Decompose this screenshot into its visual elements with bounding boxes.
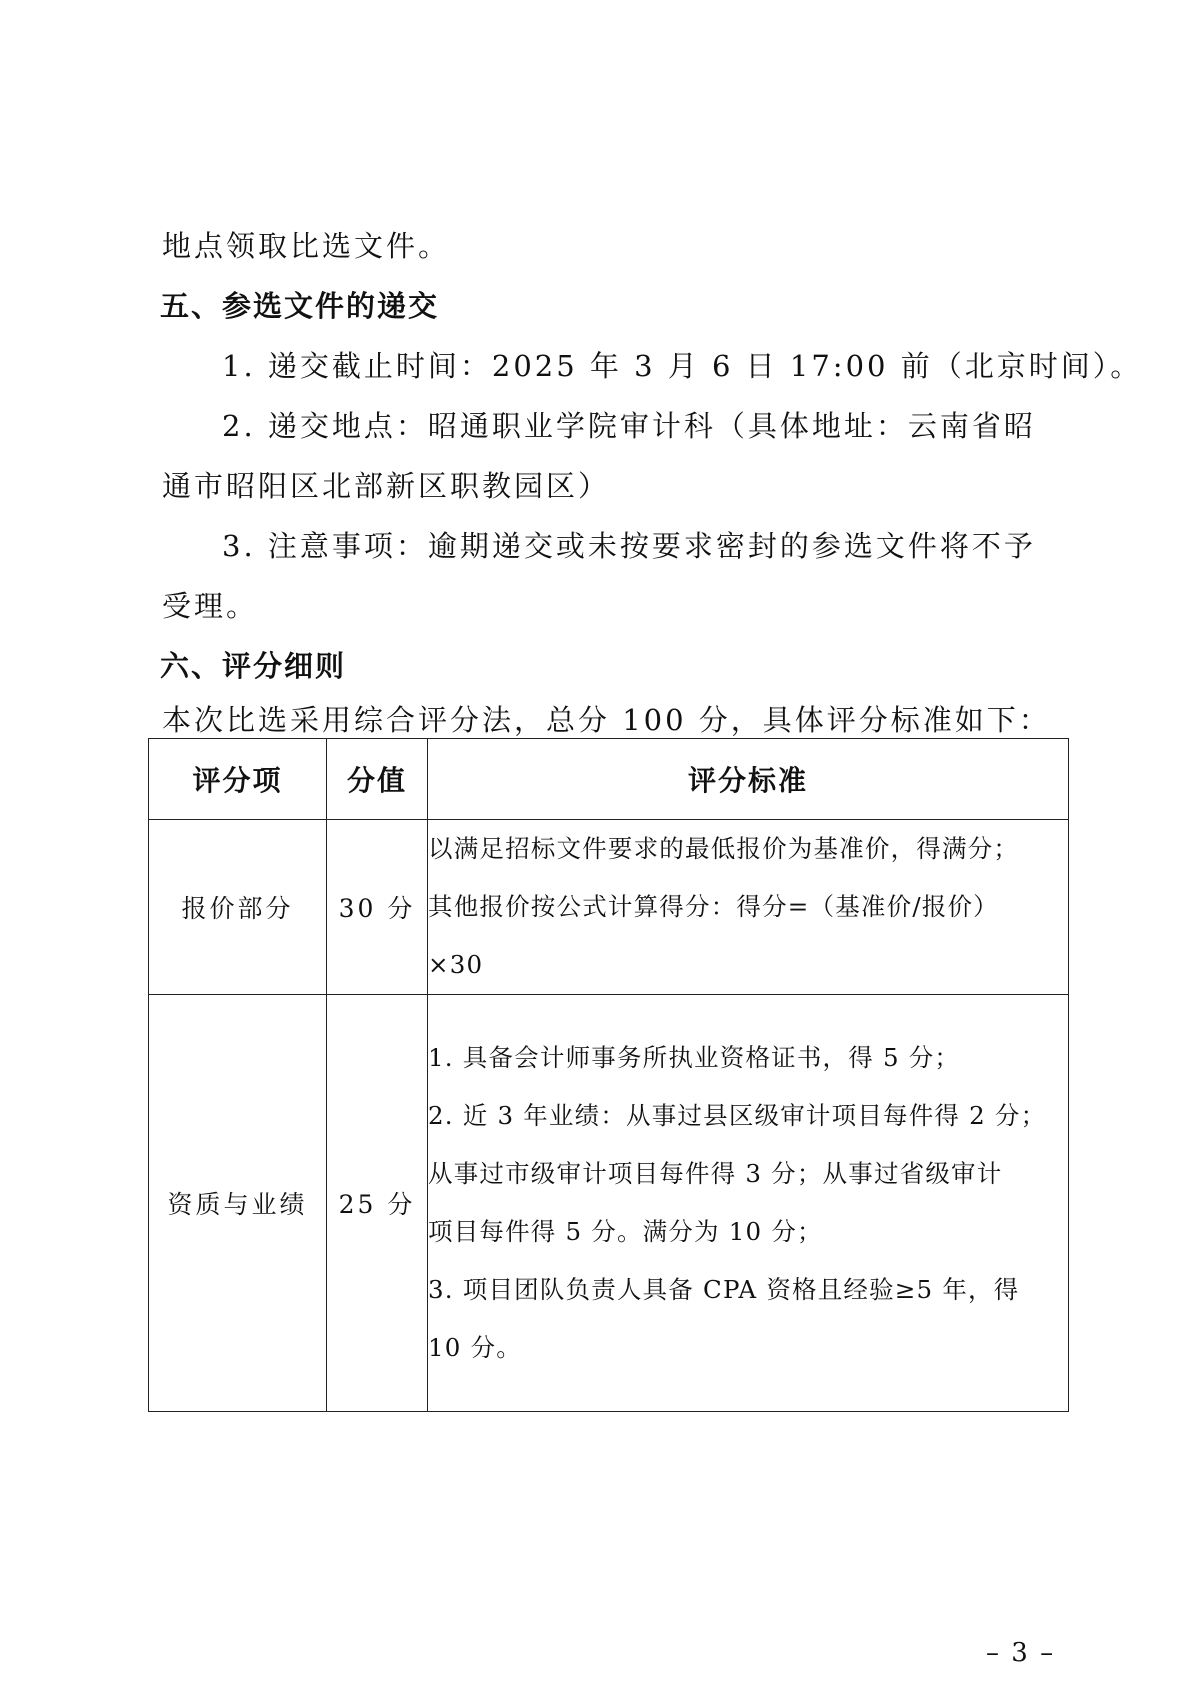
submission-location-item: 2. 递交地点：昭通职业学院审计科（具体地址：云南省昭 [222,409,1036,443]
standard-line: 3. 项目团队负责人具备 CPA 资格且经验≥5 年，得 [428,1275,1020,1304]
table-row [149,820,1069,995]
submission-location-item-cont: 通市昭阳区北部新区职教园区） [162,469,611,503]
submission-deadline-item: 1. 递交截止时间：2025 年 3 月 6 日 17:00 前（北京时间）。 [222,349,1143,383]
standard-line: 1. 具备会计师事务所执业资格证书，得 5 分； [428,1043,961,1072]
standard-line: 以满足招标文件要求的最低报价为基准价，得满分； [428,834,1020,863]
row-scoring-standard [428,995,1069,1412]
body-text-line: 地点领取比选文件。 [162,229,451,263]
standard-line: 从事过市级审计项目每件得 3 分；从事过省级审计 [428,1159,1003,1188]
standard-line: 10 分。 [428,1333,522,1362]
standard-line: 2. 近 3 年业绩：从事过县区级审计项目每件得 2 分； [428,1101,1047,1130]
standard-line: 其他报价按公式计算得分：得分=（基准价/报价） [428,892,999,921]
row-item-label: 资质与业绩 [149,995,327,1412]
row-item-label: 报价部分 [149,820,327,995]
submission-notice-item: 3. 注意事项：逾期递交或未按要求密封的参选文件将不予 [222,529,1036,563]
table-header-row [149,739,1069,820]
header-score-value: 分值 [327,739,428,820]
row-scoring-standard [428,820,1069,995]
table-row [149,995,1069,1412]
scoring-table [148,738,1069,1412]
header-scoring-standard: 评分标准 [428,739,1069,820]
submission-notice-item-cont: 受理。 [162,589,259,623]
row-score-value: 30 分 [327,820,428,995]
section-heading-submission: 五、参选文件的递交 [160,289,440,323]
header-scoring-item: 评分项 [149,739,327,820]
row-score-value: 25 分 [327,995,428,1412]
standard-line: ×30 [428,950,484,979]
section-heading-scoring: 六、评分细则 [160,649,347,683]
page-number: – 3 – [986,1638,1056,1668]
standard-line: 项目每件得 5 分。满分为 10 分； [428,1217,823,1246]
scoring-intro: 本次比选采用综合评分法，总分 100 分，具体评分标准如下： [162,703,1051,737]
